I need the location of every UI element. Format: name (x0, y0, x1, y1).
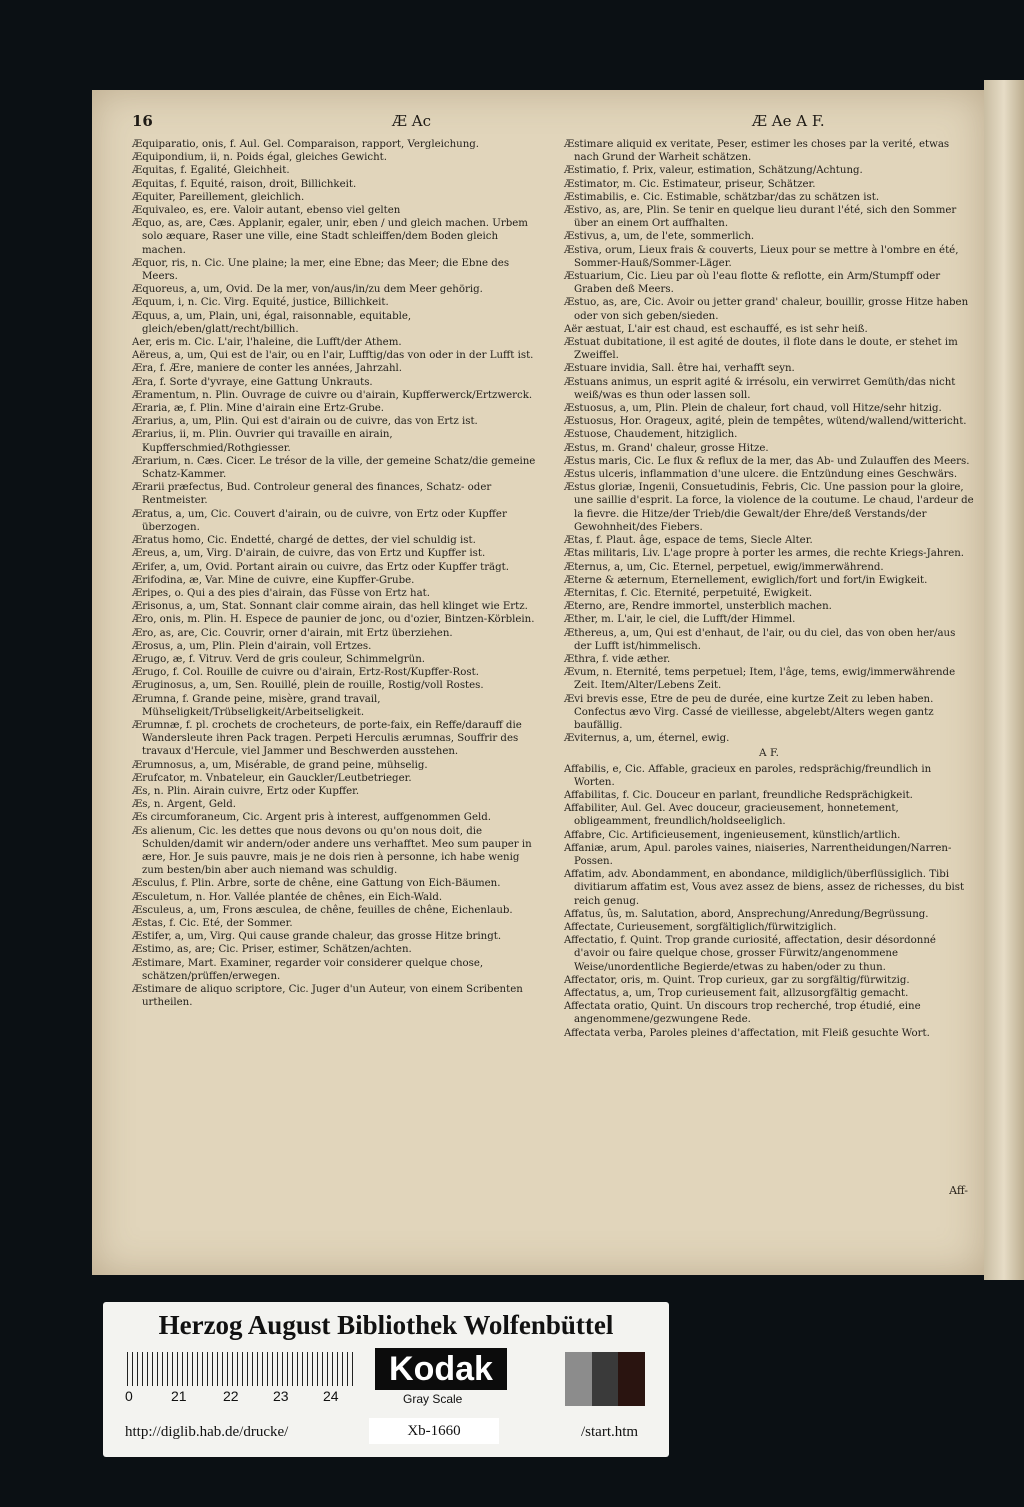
dictionary-entry: Æratus homo, Cic. Endetté, chargé de dettes, der viel schuldig ist. (132, 535, 476, 547)
dictionary-entry: Æstimatio, f. Prix, valeur, estimation, Schätzung/Achtung. (564, 165, 863, 177)
dictionary-entry: Æreus, a, um, Virg. D'airain, de cuivre, das von Ertz und Kupffer ist. (132, 548, 486, 560)
dictionary-entry: Æthra, f. vide æther. (564, 653, 671, 665)
library-title: Herzog August Bibliothek Wolfenbüttel (158, 1310, 614, 1340)
dictionary-entry: Æsculeus, a, um, Frons æsculea, de chêne, feuilles de chêne, Eichenlaub. (132, 904, 513, 916)
dictionary-entry: Æther, m. L'air, le ciel, die Lufft/der Himmel. (564, 614, 796, 626)
right-running-head: Æ Ae A F. (752, 112, 825, 130)
dictionary-entry: Ætas militaris, Liv. L'age propre à porter les armes, die rechte Kriegs-Jahren. (564, 548, 965, 560)
section-heading: A F. (759, 747, 779, 760)
dictionary-entry: Ævi brevis esse, Etre de peu de durée, eine kurtze Zeit zu leben haben. Confectus ævo Virg. Cassé de vieillesse, abgelebt/Alters wegen gantz baufällig. (564, 693, 934, 731)
dictionary-entry: Æstus gloriæ, Ingenii, Consuetudinis, Febris, Cic. Une passion pour la gloire, une saillie d'esprit. La force, la violence de la coutume. Le chaud, l'ardeur de la fievre. die Hitze/der Trieb/die Gewalt/der Ehre/deß Verstands/der Gewohnheit/des Fiebers. (564, 482, 974, 533)
dictionary-entry: Æstuosus, a, um, Plin. Plein de chaleur, fort chaud, voll Hitze/sehr hitzig. (564, 403, 942, 415)
dictionary-entry: Ærosus, a, um, Plin. Plein d'airain, voll Ertzes. (132, 640, 372, 652)
left-running-head: Æ Ac (392, 112, 432, 130)
dictionary-entry: Æs alienum, Cic. les dettes que nous devons ou qu'on nous doit, die Schulden/damit wir andern/oder andere uns verhafftet. Meo sum pauper in ære, Hor. Je suis pauvre, mais je ne dois rien à personne, ich habe wenig zum besten/bin aber auch niemand was schuldig. (132, 825, 532, 877)
dictionary-entry: Æra, f. Ære, maniere de conter les années, Jahrzahl. (132, 363, 403, 375)
url-end-text: /start.htm (581, 1424, 639, 1440)
dictionary-entry: Ærugo, f. Col. Rouille de cuivre ou d'airain, Ertz-Rost/Kupffer-Rost. (132, 667, 479, 679)
dictionary-entry: Æstuarium, Cic. Lieu par où l'eau flotte & reflotte, ein Arm/Stumpff oder Graben deß Meers. (564, 271, 941, 296)
ruler-number: 24 (323, 1388, 339, 1404)
dictionary-entry: Æstuo, as, are, Cic. Avoir ou jetter grand' chaleur, bouillir, grosse Hitze haben oder von sich geben/sieden. (564, 297, 969, 322)
gray-patch (618, 1352, 645, 1406)
dictionary-entry: Ærarius, a, um, Plin. Qui est d'airain ou de cuivre, das von Ertz ist. (132, 416, 478, 428)
dictionary-entry: Æstimare aliquid ex veritate, Peser, estimer les choses par la verité, etwas nach Grund der Warheit schätzen. (564, 139, 950, 164)
dictionary-entry: Æstuat dubitatione, il est agité de doutes, il flote dans le doute, er stehet im Zweiffel. (564, 337, 958, 362)
dictionary-entry: Affectatus, a, um, Trop curieusement fait, allzusorgfältig gemacht. (564, 988, 909, 999)
dictionary-entry: Affaniæ, arum, Apul. paroles vaines, niaiseries, Narrentheidungen/Narren-Possen. (564, 842, 952, 867)
dictionary-entry: Ærufcator, m. Vnbateleur, ein Gauckler/Leutbetrieger. (132, 772, 412, 784)
dictionary-entry: Æstivus, a, um, de l'ete, sommerlich. (564, 231, 755, 243)
dictionary-entry: Ærifodina, æ, Var. Mine de cuivre, eine Kupffer-Grube. (132, 574, 415, 586)
dictionary-entry: Æs, n. Argent, Geld. (132, 799, 237, 811)
dictionary-entry: Æviternus, a, um, éternel, ewig. (564, 733, 730, 745)
gray-patches (565, 1352, 645, 1406)
dictionary-entry: Æro, as, are, Cic. Couvrir, orner d'airain, mit Ertz überziehen. (132, 627, 453, 639)
kodak-logo: Kodak (375, 1348, 507, 1390)
dictionary-entry: Æquipondium, ii, n. Poids égal, gleiches Gewicht. (132, 152, 388, 164)
dictionary-entry: Æquoreus, a, um, Ovid. De la mer, von/aus/in/zu dem Meer gehörig. (132, 284, 483, 296)
dictionary-entry: Affectata oratio, Quint. Un discours trop recherché, trop étudié, eine angenommene/gezwungene Rede. (564, 1001, 921, 1026)
dictionary-entry: Ærifer, a, um, Ovid. Portant airain ou cuivre, das Ertz oder Kupffer trägt. (132, 561, 509, 573)
dictionary-entry: Æs, n. Plin. Airain cuivre, Ertz oder Kupffer. (132, 785, 360, 797)
page-edge (984, 80, 1024, 1280)
dictionary-entry: Æra, f. Sorte d'yvraye, eine Gattung Unkrauts. (132, 376, 373, 388)
dictionary-entry: Æstiva, orum, Lieux frais & couverts, Lieux pour se mettre à l'ombre en été, Sommer-Hauß/Sommer-Läger. (564, 244, 959, 269)
dictionary-entry: Affatim, adv. Abondamment, en abondance, mildiglich/überflüssiglich. Tibi divitiarum affatim est, Vous avez assez de biens, assez de richesses, du bist reich genug. (564, 869, 965, 907)
dictionary-entry: Æstivo, as, are, Plin. Se tenir en quelque lieu durant l'été, sich den Sommer über an einem Ort auffhalten. (564, 205, 957, 230)
dictionary-entry: Affectata verba, Paroles pleines d'affectation, mit Fleiß gesuchte Wort. (564, 1027, 930, 1039)
dictionary-entry: Affectator, oris, m. Quint. Trop curieux, gar zu sorgfältig/fürwitzig. (564, 974, 910, 986)
dictionary-entry: Ærarii præfectus, Bud. Controleur general des finances, Schatz- oder Rentmeister. (132, 482, 492, 507)
dictionary-entry: Æripes, o. Qui a des pies d'airain, das Füsse von Ertz hat. (132, 587, 430, 599)
dictionary-entry: Æthereus, a, um, Qui est d'enhaut, de l'air, ou du ciel, das von oben her/aus der Lufft ist/himmelisch. (564, 627, 956, 652)
dictionary-entry: Affabiliter, Aul. Gel. Avec douceur, gracieusement, honnetement, obligeamment, freundlich/holdseeliglich. (564, 803, 899, 828)
dictionary-entry: Affectate, Curieusement, sorgfältiglich/fürwitziglich. (564, 921, 837, 933)
dictionary-entry: Æstifer, a, um, Virg. Qui cause grande chaleur, das grosse Hitze bringt. (132, 931, 502, 943)
dictionary-entry: Ærisonus, a, um, Stat. Sonnant clair comme airain, das hell klinget wie Ertz. (132, 601, 528, 613)
dictionary-entry: Æstimo, as, are; Cic. Priser, estimer, Schätzen/achten. (132, 944, 412, 956)
ruler-number: 0 (125, 1388, 133, 1404)
dictionary-entry: Aëreus, a, um, Qui est de l'air, ou en l'air, Lufftig/das von oder in der Lufft ist. (132, 350, 534, 362)
dictionary-entry: Æstas, f. Cic. Eté, der Sommer. (132, 917, 293, 929)
card-footer (103, 1414, 669, 1450)
dictionary-entry: Æquiter, Pareillement, gleichlich. (132, 191, 305, 203)
gray-patch (565, 1352, 592, 1406)
dictionary-entry: Ærarius, ii, m. Plin. Ouvrier qui travaille en airain, Kupfferschmied/Rothgiesser. (132, 429, 393, 454)
dictionary-entry: Æquor, ris, n. Cic. Une plaine; la mer, eine Ebne; das Meer; die Ebne des Meers. (132, 257, 510, 283)
dictionary-entry: Æternitas, f. Cic. Eternité, perpetuité, Ewigkeit. (564, 587, 813, 599)
dictionary-entry: Æstuans animus, un esprit agité & irrésolu, ein verwirret Gemüth/das nicht weiß/was es thun oder lassen soll. (564, 376, 956, 401)
archive-label-card (103, 1302, 669, 1457)
dictionary-entry: Affabre, Cic. Artificieusement, ingenieusement, künstlich/artlich. (564, 829, 901, 841)
ruler-number: 22 (223, 1388, 239, 1404)
dictionary-entry: Ærumnæ, f. pl. crochets de crocheteurs, de porte-faix, ein Reffe/darauff die Wandersleute ihren Pack tragen. Perpeti Herculis ærumnas, Souffrir des travaux d'Hercule, viel Jammer und Beschwerden ausstehen. (132, 719, 522, 758)
dictionary-entry: Æstuare invidia, Sall. être hai, verhafft seyn. (564, 363, 795, 375)
dictionary-entry: Ærarium, n. Cæs. Cicer. Le trésor de la ville, der gemeine Schatz/die gemeine Schatz-Kammer. (132, 455, 536, 481)
dictionary-entry: Æquus, a, um, Plain, uni, égal, raisonnable, equitable, gleich/eben/glatt/recht/billich. (132, 310, 412, 335)
dictionary-entry: Æstimare, Mart. Examiner, regarder voir considerer quelque chose, schätzen/prüffen/erwegen. (132, 957, 484, 982)
dictionary-entry: Æterne & æternum, Eternellement, ewiglich/fort und fort/in Ewigkeit. (564, 574, 928, 586)
ruler-number: 23 (273, 1388, 289, 1404)
page-header (112, 112, 964, 138)
dictionary-entry: Æstus ulceris, inflammation d'une ulcere. die Entzündung eines Geschwärs. (564, 469, 958, 481)
dictionary-entry: Æstimabilis, e. Cic. Estimable, schätzbar/das zu schätzen ist. (564, 191, 880, 203)
dictionary-entry: Æsculetum, n. Hor. Vallée plantée de chênes, ein Eich-Wald. (132, 891, 443, 903)
dictionary-entry: Æratus, a, um, Cic. Couvert d'airain, ou de cuivre, von Ertz oder Kupffer überzogen. (132, 508, 507, 533)
dictionary-entry: Æruginosus, a, um, Sen. Rouillé, plein de rouille, Rostig/voll Rostes. (132, 680, 484, 692)
dictionary-entry: Ærumna, f. Grande peine, misère, grand travail, Mühseligkeit/Trübseligkeit/Arbeitseligkeit. (132, 693, 381, 718)
dictionary-entry: Æstuose, Chaudement, hitziglich. (564, 429, 738, 441)
ruler-number: 21 (171, 1388, 187, 1404)
url-text: http://diglib.hab.de/drucke/ (125, 1424, 289, 1440)
dictionary-entry: Æro, onis, m. Plin. H. Espece de paunier de jonc, ou d'ozier, Bintzen-Körblein. (132, 614, 535, 626)
shelfmark: Xb-1660 (369, 1418, 499, 1444)
dictionary-entry: Ævum, n. Eternité, tems perpetuel; Item, l'âge, tems, ewig/immerwährende Zeit. Item/Alter/Lebens Zeit. (564, 667, 956, 692)
dictionary-entry: Affabilitas, f. Cic. Douceur en parlant, freundliche Redsprächigkeit. (564, 789, 913, 801)
dictionary-entry: Affatus, ûs, m. Salutation, abord, Ansprechung/Anredung/Begrüssung. (564, 908, 929, 920)
dictionary-entry: Æquitas, f. Equité, raison, droit, Billichkeit. (132, 178, 357, 190)
gray-scale-label: Gray Scale (403, 1392, 463, 1406)
gray-patch (592, 1352, 619, 1406)
dictionary-entry: Æterno, are, Rendre immortel, unsterblich machen. (564, 601, 832, 613)
dictionary-entry: Ærugo, æ, f. Vitruv. Verd de gris couleur, Schimmelgrün. (132, 653, 426, 665)
dictionary-entry: Æstuosus, Hor. Orageux, agité, plein de tempêtes, wütend/wallend/wittericht. (564, 416, 967, 428)
dictionary-entry: Æquum, i, n. Cic. Virg. Equité, justice, Billichkeit. (132, 297, 389, 309)
dictionary-entry: Æstimator, m. Cic. Estimateur, priseur, Schätzer. (564, 178, 816, 190)
dictionary-entry: Aër æstuat, L'air est chaud, est eschauffé, es ist sehr heiß. (564, 323, 868, 335)
dictionary-entry: Ærumnosus, a, um, Misérable, de grand peine, mühselig. (132, 759, 428, 771)
dictionary-entry: Æraria, æ, f. Plin. Mine d'airain eine Ertz-Grube. (132, 403, 385, 415)
dictionary-entry: Æstus, m. Grand' chaleur, grosse Hitze. (564, 442, 769, 454)
dictionary-entry: Æquiparatio, onis, f. Aul. Gel. Comparaison, rapport, Vergleichung. (132, 139, 480, 150)
dictionary-entry: Æstimare de aliquo scriptore, Cic. Juger d'un Auteur, von einem Scribenten urtheilen. (132, 984, 523, 1009)
dictionary-entry: Æstus maris, Cic. Le flux & reflux de la mer, das Ab- und Zulauffen des Meers. (564, 455, 970, 467)
left-column (132, 138, 542, 1009)
right-column (564, 138, 974, 1040)
dictionary-entry: Æquo, as, are, Cæs. Applanir, egaler, unir, eben / und gleich machen. Urbem solo æquare, Raser une ville, eine Stadt schleiffen/dem Boden gleich machen. (132, 218, 528, 256)
dictionary-entry: Affabilis, e, Cic. Affable, gracieux en paroles, redsprächig/freundlich in Worten. (564, 763, 932, 788)
dictionary-entry: Æternus, a, um, Cic. Eternel, perpetuel, ewig/immerwährend. (564, 561, 884, 573)
dictionary-entry: Ætas, f. Plaut. âge, espace de tems, Siecle Alter. (564, 535, 813, 547)
ruler-numbers (125, 1388, 365, 1404)
page-number: 16 (132, 112, 153, 130)
dictionary-entry: Æquivaleo, es, ere. Valoir autant, ebenso viel gelten (132, 205, 401, 217)
dictionary-entry: Æs circumforaneum, Cic. Argent pris à interest, auffgenommen Geld. (132, 812, 491, 824)
dictionary-entry: Æquitas, f. Egalité, Gleichheit. (132, 165, 290, 177)
book-page (92, 90, 984, 1275)
dictionary-entry: Affectatio, f. Quint. Trop grande curiosité, affectation, desir désordonné d'avoir ou faire quelque chose, grosser Fürwitz/angenommene Weise/unordentliche Begierde/etwas zu haben/oder zu thun. (564, 935, 936, 973)
catchword: Aff- (949, 1184, 968, 1197)
dictionary-entry: Æramentum, n. Plin. Ouvrage de cuivre ou d'airain, Kupfferwerck/Ertzwerck. (132, 389, 533, 401)
dictionary-entry: Æsculus, f. Plin. Arbre, sorte de chêne, eine Gattung von Eich-Bäumen. (132, 878, 501, 890)
dictionary-entry: Aer, eris m. Cic. L'air, l'haleine, die Lufft/der Athem. (132, 337, 402, 349)
ruler-scale (127, 1352, 357, 1386)
